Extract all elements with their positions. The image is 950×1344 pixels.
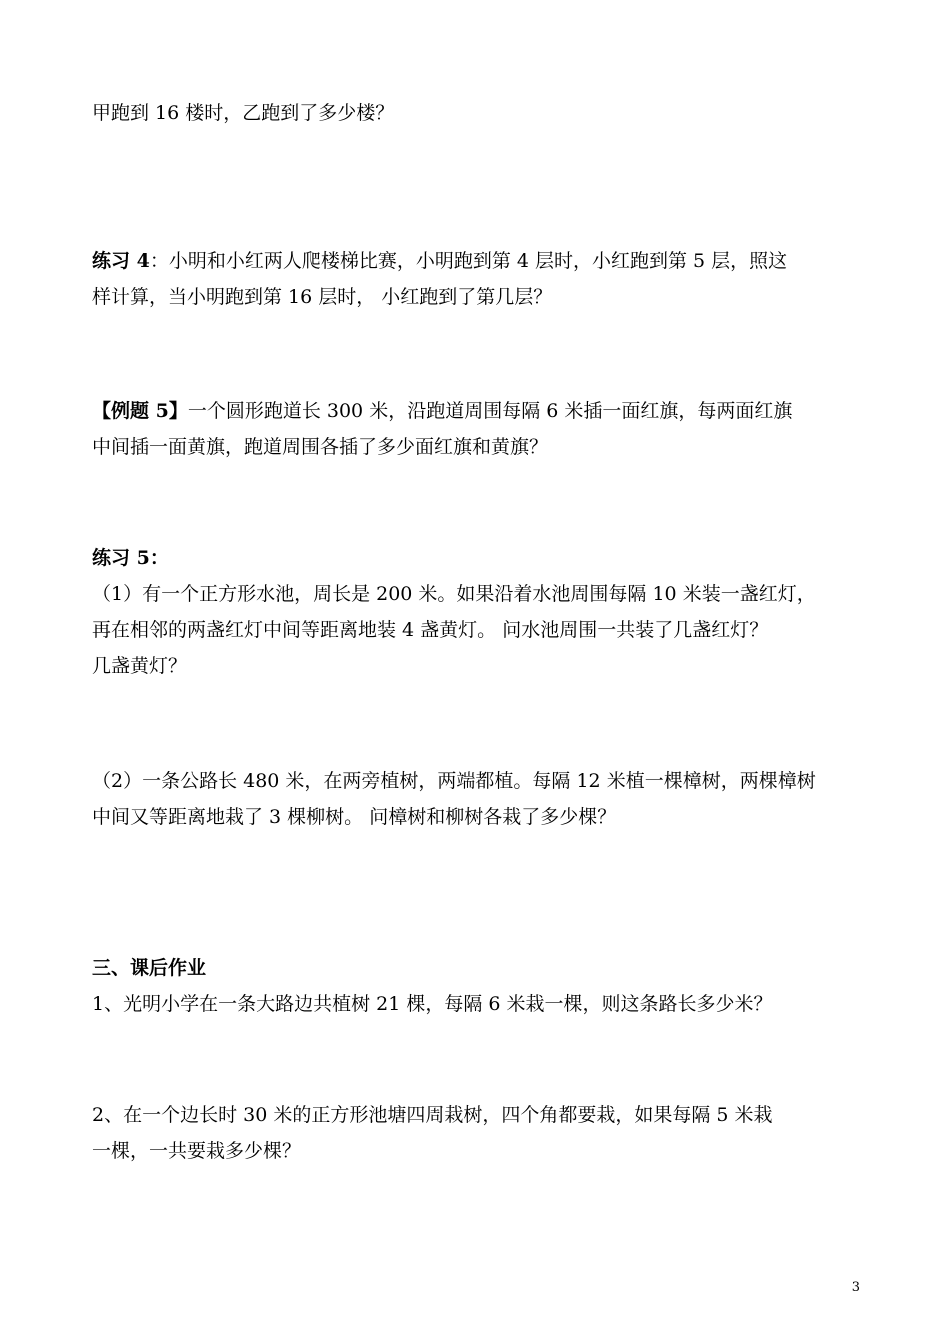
exercise-5-label: 练习 5： [92, 547, 169, 569]
example-5-line-2: 中间插一面黄旗，跑道周围各插了多少面红旗和黄旗？ [92, 436, 549, 458]
homework-item-2-line-1: 2、在一个边长时 30 米的正方形池塘四周栽树，四个角都要栽，如果每隔 5 米栽 [92, 1104, 773, 1126]
exercise-5-part-1-line-3: 几盏黄灯？ [92, 655, 188, 677]
exercise-4-line-1: ：小明和小红两人爬楼梯比赛，小明跑到第 4 层时，小红跑到第 5 层，照这 [149, 250, 788, 272]
example-5-line-1: 一个圆形跑道长 300 米，沿跑道周围每隔 6 米插一面红旗，每两面红旗 [187, 400, 793, 422]
homework-title: 三、课后作业 [92, 957, 207, 979]
exercise-5-part-1-line-2: 再在相邻的两盏红灯中间等距离地装 4 盏黄灯。 问水池周围一共装了几盏红灯？ [92, 619, 769, 641]
exercise-4-label: 练习 4 [92, 250, 150, 272]
example-5-label: 【例题 5】 [92, 400, 188, 422]
example-5 [92, 393, 868, 465]
homework-section [92, 950, 868, 1022]
exercise-5-part-2 [92, 763, 868, 835]
intro-question-text: 甲跑到 16 楼时，乙跑到了多少楼？ [92, 102, 395, 124]
homework-item-2 [92, 1097, 868, 1169]
homework-item-2-line-2: 一棵，一共要栽多少棵？ [92, 1140, 302, 1162]
exercise-4-line-2: 样计算，当小明跑到第 16 层时， 小红跑到了第几层？ [92, 286, 553, 308]
homework-item-1: 1、光明小学在一条大路边共植树 21 棵，每隔 6 米栽一棵，则这条路长多少米？ [92, 993, 773, 1015]
exercise-4 [92, 243, 868, 315]
intro-question [92, 95, 868, 131]
exercise-5-part-1-line-1: （1）有一个正方形水池，周长是 200 米。如果沿着水池周围每隔 10 米装一盏红灯， [92, 583, 816, 605]
page-number: 3 [851, 1280, 860, 1295]
exercise-5-part-2-line-1: （2）一条公路长 480 米，在两旁植树，两端都植。每隔 12 米植一棵樟树，两棵樟树 [92, 770, 816, 792]
exercise-5-part-2-line-2: 中间又等距离地栽了 3 棵柳树。 问樟树和柳树各栽了多少棵？ [92, 806, 617, 828]
exercise-5 [92, 540, 868, 684]
